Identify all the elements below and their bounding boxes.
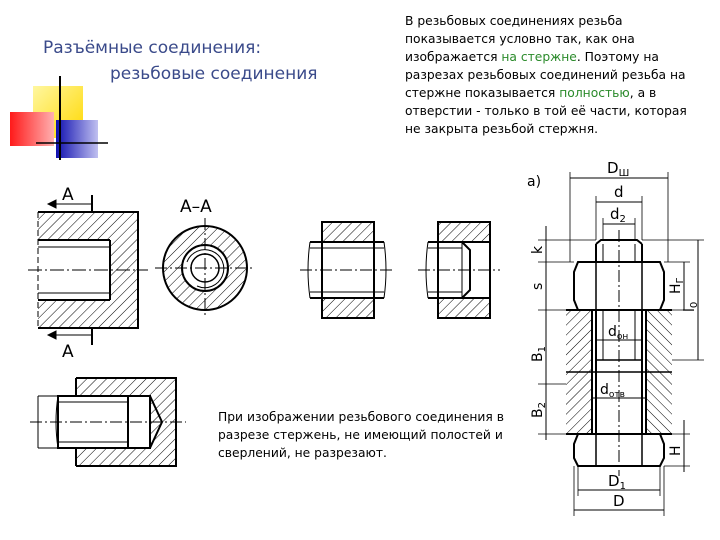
note-bottom: При изображении резьбового соединения в разрезе стержень, не имеющий полостей и сверлений, не разрезают. <box>218 410 504 460</box>
label-variant-a: а) <box>527 174 542 190</box>
stud-section-view <box>300 222 394 318</box>
dim-label-l0: $l_0$ <box>682 301 700 312</box>
note-top-highlight2: полностью <box>559 86 630 100</box>
note-top-highlight1: на стержне <box>501 50 577 64</box>
note-top-part3: , а в отверстии - только в той её части, которая не закрыта резьбой стержня. <box>405 86 687 136</box>
note-top-part2: . Поэтому на разрезах резьбовых соединений резьба на стержне показывается <box>405 50 686 100</box>
threaded-hole-section <box>28 195 148 345</box>
dim-label-d-outer: D <box>613 492 625 510</box>
slide-title-line1: Разъёмные соединения: <box>43 38 262 58</box>
dim-label-dsh: $D_Ш$ <box>607 159 630 179</box>
dim-label-h: H <box>668 445 684 456</box>
slide-title-line2: резьбовые соединения <box>110 64 318 84</box>
dim-label-don: $d_{он}$ <box>608 324 629 342</box>
blind-hole-with-stud <box>30 378 186 466</box>
stud-chamfer-section <box>418 222 500 318</box>
dim-label-k: k <box>530 245 546 254</box>
label-section-a-bottom: A <box>62 342 74 362</box>
dim-label-s: s <box>530 282 546 290</box>
dim-label-d1: $D_1$ <box>608 472 626 492</box>
dim-label-b2: $B_2$ <box>530 402 548 418</box>
dim-label-d: d <box>614 183 624 201</box>
label-section-a-top: A <box>62 185 74 205</box>
dim-label-hg: $H_Г$ <box>668 277 686 294</box>
dim-label-b1: $B_1$ <box>530 346 548 362</box>
dim-label-dotv: $d_{отв}$ <box>600 382 625 400</box>
dim-label-d2: $d_2$ <box>610 205 626 225</box>
note-top-part1: В резьбовых соединениях резьба показывается условно так, как она изображается <box>405 14 635 64</box>
label-section-aa: A–A <box>180 197 212 217</box>
section-aa-circle <box>155 218 255 318</box>
